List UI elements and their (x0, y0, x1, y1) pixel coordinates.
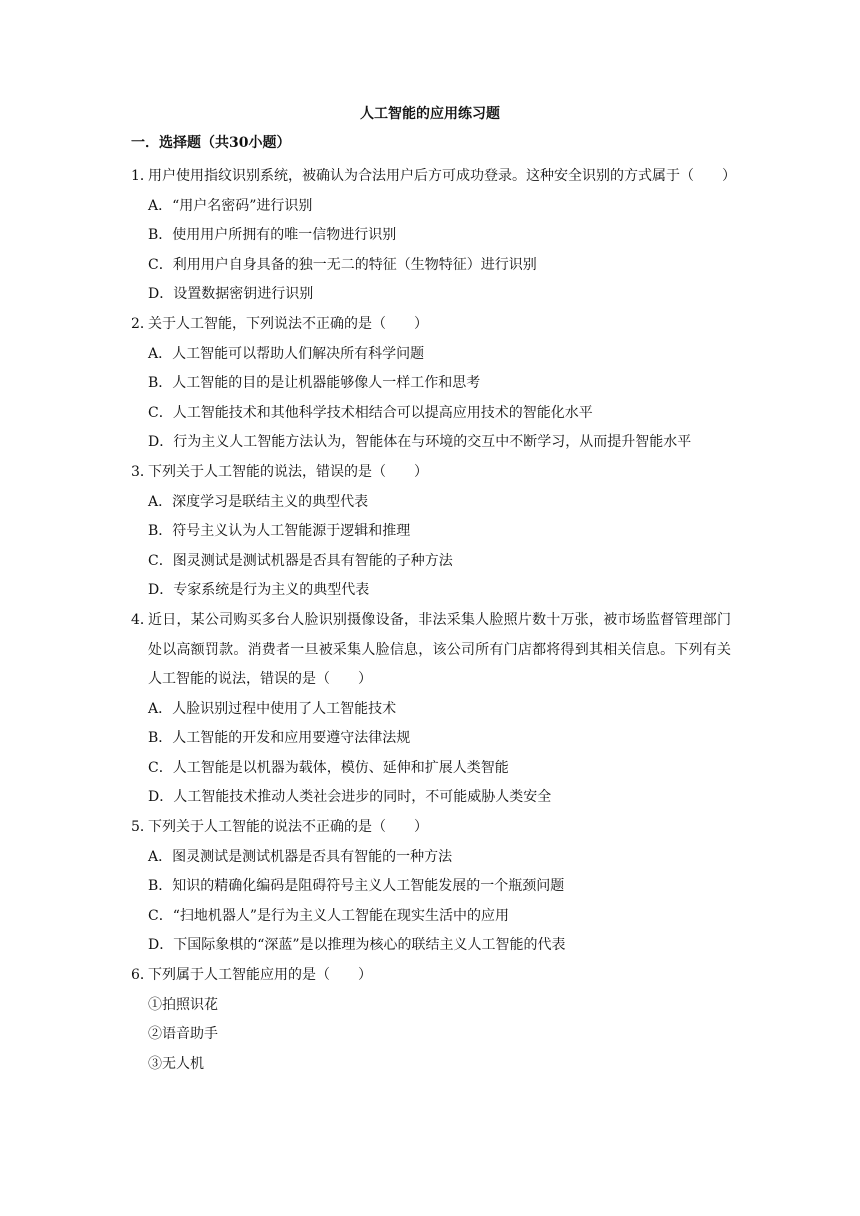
question-number: 3． (131, 463, 154, 480)
option-list (131, 340, 731, 458)
option-a: A．“用户名密码”进行识别 (148, 197, 313, 214)
option-a: A．深度学习是联结主义的典型代表 (148, 493, 369, 510)
question-4 (131, 606, 731, 813)
question-number: 6． (131, 967, 154, 984)
question-number: 4． (131, 611, 154, 628)
question-5 (131, 813, 731, 961)
question-stem (131, 606, 731, 695)
question-stem (131, 813, 731, 843)
question-stem (131, 961, 731, 991)
question-text: 下列关于人工智能的说法不正确的是（ ） (148, 819, 428, 836)
section-heading: 一．选择题（共30小题） (131, 135, 291, 151)
option-b: B．人工智能的目的是让机器能够像人一样工作和思考 (148, 375, 481, 392)
option-b: B．人工智能的开发和应用要遵守法律法规 (148, 730, 411, 747)
question-text: 关于人工智能，下列说法不正确的是（ ） (148, 315, 428, 332)
question-text: 下列属于人工智能应用的是（ ） (148, 967, 372, 984)
document-title: 人工智能的应用练习题 (360, 106, 500, 122)
option-b: B．知识的精确化编码是阻碍符号主义人工智能发展的一个瓶颈问题 (148, 878, 565, 895)
option-d: D．人工智能技术推动人类社会进步的同时，不可能威胁人类安全 (148, 789, 552, 806)
question-number: 1． (131, 168, 154, 184)
item-3: ③无人机 (148, 1055, 204, 1072)
option-a: A．人脸识别过程中使用了人工智能技术 (148, 700, 397, 717)
option-d: D．设置数据密钥进行识别 (148, 286, 314, 303)
option-a: A．图灵测试是测试机器是否具有智能的一种方法 (148, 848, 453, 865)
option-list (131, 843, 731, 961)
option-list (131, 991, 731, 1080)
option-list (131, 488, 731, 606)
item-2: ②语音助手 (148, 1026, 218, 1043)
option-d: D．专家系统是行为主义的典型代表 (148, 582, 370, 599)
question-text: 用户使用指纹识别系统，被确认为合法用户后方可成功登录。这种安全识别的方式属于（ ） (148, 168, 736, 184)
question-stem (131, 458, 731, 488)
option-c: C．图灵测试是测试机器是否具有智能的子种方法 (148, 552, 453, 569)
item-1: ①拍照识花 (148, 996, 218, 1013)
question-text: 近日，某公司购买多台人脸识别摄像设备，非法采集人脸照片数十万张，被市场监督管理部门处以高额罚款。消费者一旦被采集人脸信息，该公司所有门店都将得到其相关信息。下列有关人工智能的说法，错误的是（ ） (148, 611, 731, 688)
option-d: D．行为主义人工智能方法认为，智能体在与环境的交互中不断学习，从而提升智能水平 (148, 434, 692, 451)
question-number: 5． (131, 819, 154, 836)
option-c: C．人工智能技术和其他科学技术相结合可以提高应用技术的智能化水平 (148, 404, 593, 421)
option-b: B．使用用户所拥有的唯一信物进行识别 (148, 227, 397, 244)
option-c: C．利用用户自身具备的独一无二的特征（生物特征）进行识别 (148, 256, 537, 273)
question-text: 下列关于人工智能的说法，错误的是（ ） (148, 463, 428, 480)
question-number: 2． (131, 315, 154, 332)
option-d: D．下国际象棋的“深蓝”是以推理为核心的联结主义人工智能的代表 (148, 937, 566, 954)
question-3 (131, 458, 731, 606)
option-c: C．人工智能是以机器为载体，模仿、延伸和扩展人类智能 (148, 759, 509, 776)
question-stem (131, 310, 731, 340)
question-2 (131, 310, 731, 458)
question-stem (131, 162, 736, 192)
option-a: A．人工智能可以帮助人们解决所有科学问题 (148, 345, 425, 362)
option-list (131, 192, 731, 310)
question-6 (131, 961, 731, 1079)
option-b: B．符号主义认为人工智能源于逻辑和推理 (148, 523, 411, 540)
option-list (131, 695, 731, 813)
question-1 (131, 162, 736, 310)
option-c: C．“扫地机器人”是行为主义人工智能在现实生活中的应用 (148, 907, 510, 924)
question-list (131, 162, 736, 1079)
